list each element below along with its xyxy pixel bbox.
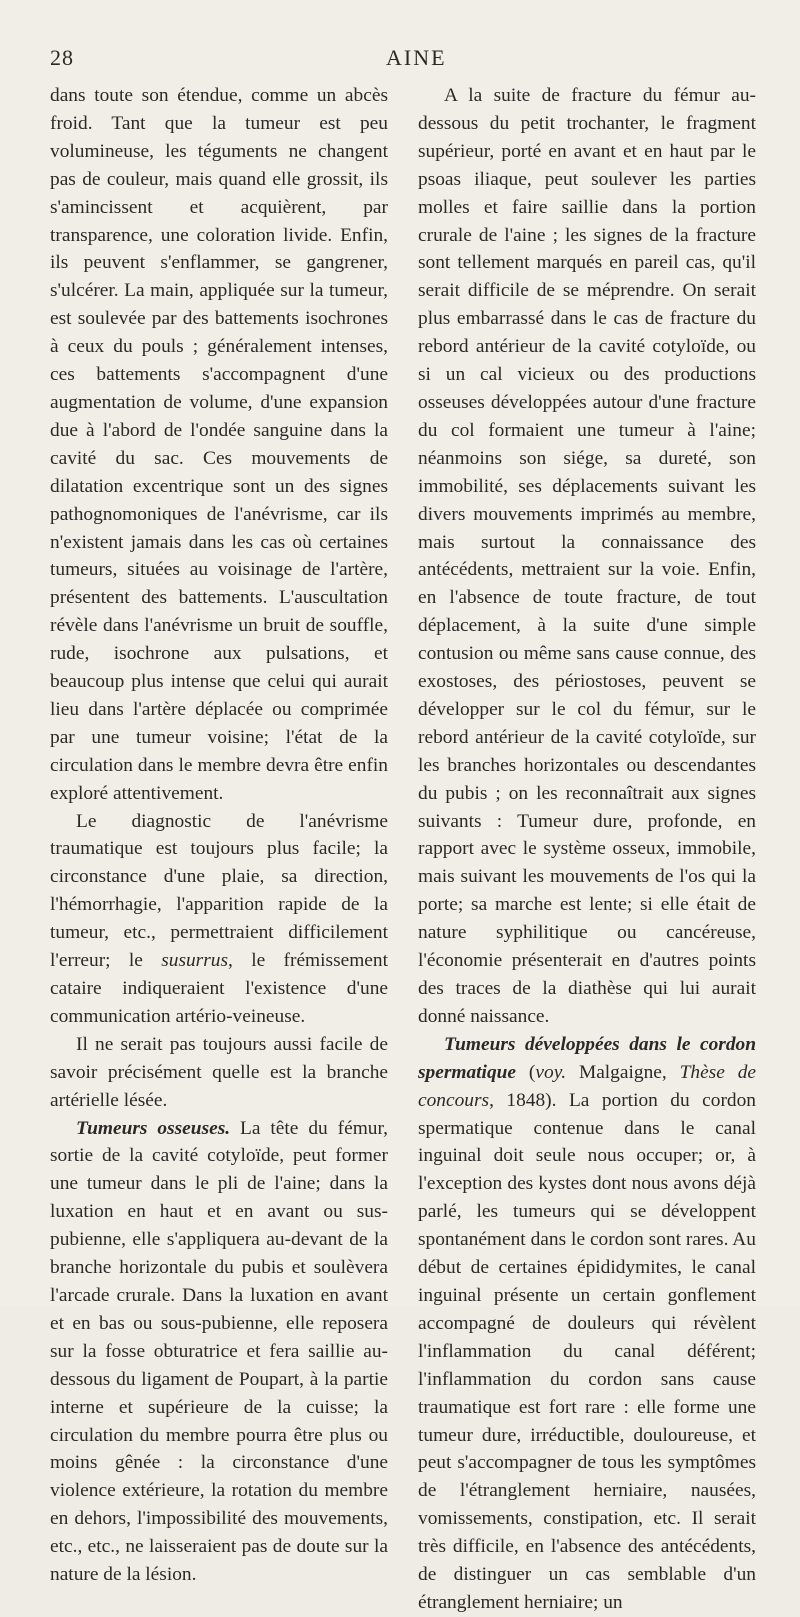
citation-title: Thèse de concours	[418, 1061, 757, 1111]
paragraph: A la suite de fracture du fémur au-dessous du petit trochanter, le fragment supérieur, porté en avant et en haut par le psoas iliaque, peut soulever les parties molles et faire saillie dans la portion crurale de l'aine ; les signes de la fracture sont tellement marqués en pareil cas, qu'il serait difficile de se méprendre. On serait plus embarrassé dans le cas de fracture du rebord antérieur de la cavité cotyloïde, ou si un cal vicieux ou des productions osseuses développées autour d'une fracture du col formaient une tumeur à l'aine; néanmoins son siége, sa dureté, son immobilité, ses déplacements suivant les divers mouvements imprimés au membre, mais surtout la connaissance des antécédents, mettraient sur la voie. Enfin, en l'absence de toute fracture, de tout déplacement, à la suite d'une simple contusion ou même sans cause connue, des exostoses, des périostoses, peuvent se développer sur le col du fémur, sur le rebord antérieur de la cavité cotyloïde, sur les branches horizontales ou descendantes du pubis ; on les reconnaîtrait aux signes suivants : Tumeur dure, profonde, en rapport avec le système osseux, immobile, mais suivant les mouvements de l'os qui la porte; sa marche est lente; si elle était de nature syphilitique ou cancéreuse, l'économie présenterait en d'autres points des traces de la diathèse qui lui aurait donné naissance.	[418, 85, 756, 1027]
paragraph: Tumeurs osseuses. La tête du fémur, sortie de la cavité cotyloïde, peut former une tumeur dans le pli de l'aine; dans la luxation en haut et en avant ou sus-pubienne, elle s'appliquera au-devant de la branche horizontale du pubis et soulèvera l'arcade crurale. Dans la luxation en avant et en bas ou sous-pubienne, elle reposera sur la fosse obturatrice et fera saillie au-dessous du ligament de Poupart, à la partie interne et supérieure de la cuisse; la circulation du membre pourra être plus ou moins gênée : la circonstance d'une violence extérieure, la rotation du membre en dehors, l'impossibilité des mouvements, etc., etc., ne laisseraient pas de doute sur la nature de la lésion.	[50, 1117, 389, 1586]
right-column	[418, 82, 756, 1617]
paragraph: dans toute son étendue, comme un abcès froid. Tant que la tumeur est peu volumineuse, les téguments ne changent pas de couleur, mais quand elle grossit, ils s'amincissent et acquièrent, par transparence, une coloration livide. Enfin, ils peuvent s'enflammer, se gangrener, s'ulcérer. La main, appliquée sur la tumeur, est soulevée par des battements isochrones à ceux du pouls ; généralement intenses, ces battements s'accompagnent d'une augmentation de volume, d'une expansion due à l'abord de l'ondée sanguine dans la cavité du sac. Ces mouvements de dilatation excentrique sont un des signes pathognomoniques de l'anévrisme, car ils n'existent jamais dans les cas où certaines tumeurs, situées au voisinage de l'artère, présentent des battements. L'auscultation révèle dans l'anévrisme un bruit de souffle, rude, isochrone aux pulsations, et beaucoup plus intense que celui qui aurait lieu dans l'artère déplacée ou comprimée par une tumeur voisine; l'état de la circulation dans le membre devra être enfin exploré attentivement.	[50, 85, 388, 804]
section-heading: Tumeurs osseuses.	[76, 1117, 231, 1139]
emphasis: susurrus	[161, 950, 229, 972]
left-column	[50, 82, 388, 1589]
page-number: 28	[50, 45, 74, 70]
paragraph: Le diagnostic de l'anévrisme traumatique est toujours plus facile; la circonstance d'une plaie, sa direction, l'hémorrhagie, l'apparition rapide de la tumeur, etc., permettraient difficilement l'erreur; le susurrus, le frémissement cataire indiqueraient l'existence d'une communication artério-veineuse.	[50, 810, 388, 1027]
citation-voy: voy.	[535, 1061, 567, 1083]
paragraph: Il ne serait pas toujours aussi facile de savoir précisément quelle est la branche artérielle lésée.	[50, 1033, 388, 1111]
section-heading: Tumeurs développées dans le cordon spermatique	[418, 1033, 756, 1083]
paragraph: Tumeurs développées dans le cordon spermatique (voy. Malgaigne, Thèse de concours, 1848). La portion du cordon spermatique contenue dans le canal inguinal doit seule nous occuper; or, à l'exception des kystes dont nous avons déjà parlé, les tumeurs qui se développent spontanément dans le cordon sont rares. Au début de certaines épididymites, le canal inguinal présente un certain gonflement accompagné de douleurs qui révèlent l'inflammation du canal déférent; l'inflammation du cordon sans cause traumatique est fort rare : elle forme une tumeur dure, irréductible, douloureuse, et peut s'accompagner de tous les symptômes de l'étranglement herniaire, nausées, vomissements, constipation, etc. Il serait très difficile, en l'absence des antécédents, de distinguer un cas semblable d'un étranglement herniaire; un	[418, 1033, 757, 1613]
running-title: AINE	[386, 45, 447, 70]
